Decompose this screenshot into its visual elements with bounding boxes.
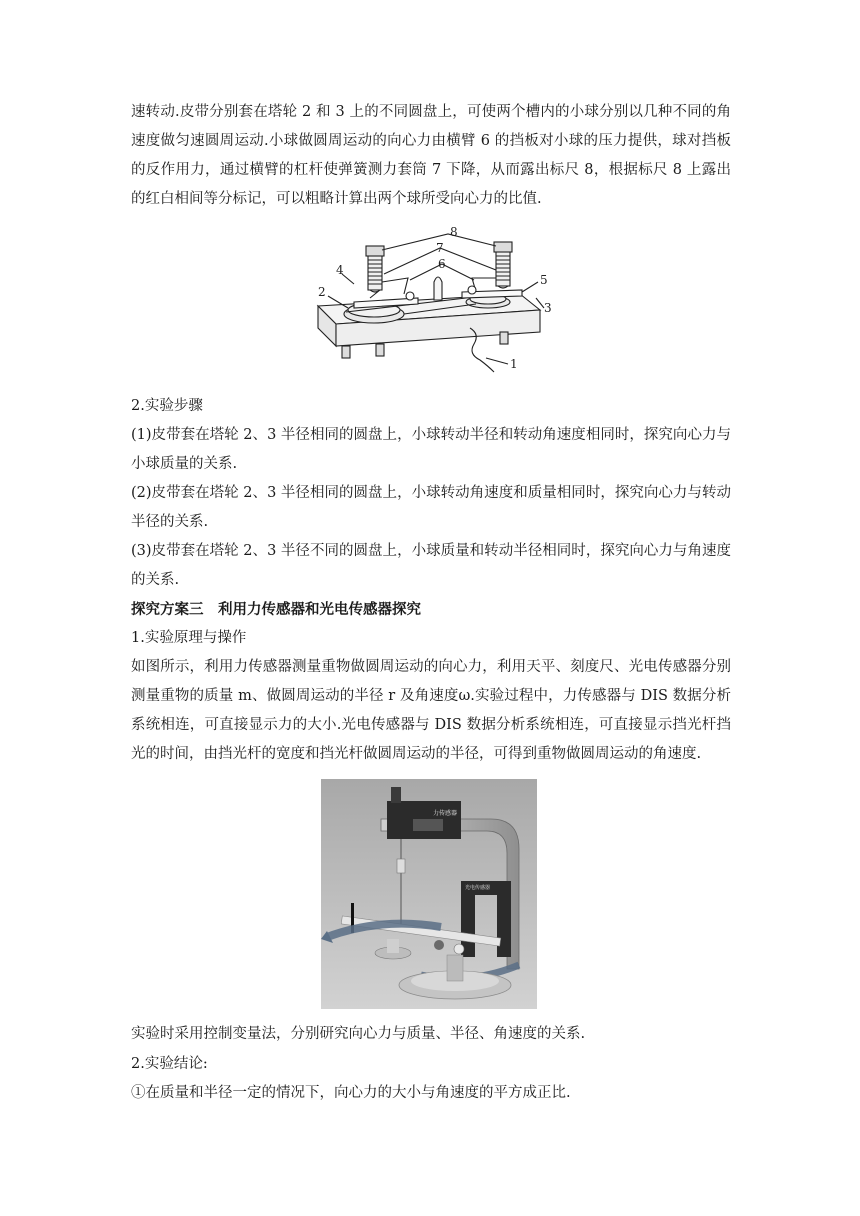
step-item-3: (3)皮带套在塔轮 2、3 半径不同的圆盘上，小球质量和转动半径相同时，探究向心力与角速度的关系. xyxy=(131,543,731,588)
photogate-label: 光电传感器 xyxy=(465,885,491,891)
scheme3-paragraph: 如图所示，利用力传感器测量重物做圆周运动的向心力，利用天平、刻度尺、光电传感器分别测量重物的质量 m、做圆周运动的半径 r 及角速度ω.实验过程中，力传感器与 DIS 数据分析系统相连，可直接显示力的大小.光电传感器与 DIS 数据分析系统相连，可直接显示挡光杆挡光的时间，由挡光杆的宽度和挡光杆做圆周运动的半径，可得到重物做圆周运动的角速度. xyxy=(131,659,731,762)
label-5: 5 xyxy=(540,273,548,287)
label-2: 2 xyxy=(318,285,326,299)
force-sensor-label: 力传感器 xyxy=(433,810,458,817)
intro-paragraph: 速转动.皮带分别套在塔轮 2 和 3 上的不同圆盘上，可使两个槽内的小球分别以几种不同的角速度做匀速圆周运动.小球做圆周运动的向心力由横臂 6 的挡板对小球的压力提供，球对挡板的反作用力，通过横臂的杠杆使弹簧测力套筒 7 下降，从而露出标尺 8，根据标尺 8 上露出的红白相间等分标记，可以粗略计算出两个球所受向心力的比值. xyxy=(131,104,731,207)
centripetal-apparatus-figure xyxy=(300,224,558,384)
step-item-2: (2)皮带套在塔轮 2、3 半径相同的圆盘上，小球转动角速度和质量相同时，探究向心力与转动半径的关系. xyxy=(131,485,731,530)
label-8: 8 xyxy=(450,225,458,239)
conclusion-heading: 2.实验结论: xyxy=(131,1056,208,1072)
step-item-1: (1)皮带套在塔轮 2、3 半径相同的圆盘上，小球转动半径和转动角速度相同时，探究向心力与小球质量的关系. xyxy=(131,427,731,472)
label-4: 4 xyxy=(336,263,344,277)
force-sensor-apparatus-photo xyxy=(321,779,537,1009)
label-1: 1 xyxy=(510,357,518,371)
label-7: 7 xyxy=(436,241,444,255)
scheme3-subheading: 1.实验原理与操作 xyxy=(131,630,247,646)
scheme3-heading: 探究方案三 利用力传感器和光电传感器探究 xyxy=(131,601,421,618)
conclusion-item-1: ①在质量和半径一定的情况下，向心力的大小与角速度的平方成正比. xyxy=(131,1085,571,1101)
label-3: 3 xyxy=(544,301,552,315)
after-figure-text: 实验时采用控制变量法，分别研究向心力与质量、半径、角速度的关系. xyxy=(131,1026,586,1042)
steps-heading: 2.实验步骤 xyxy=(131,398,203,414)
label-6: 6 xyxy=(438,257,446,271)
